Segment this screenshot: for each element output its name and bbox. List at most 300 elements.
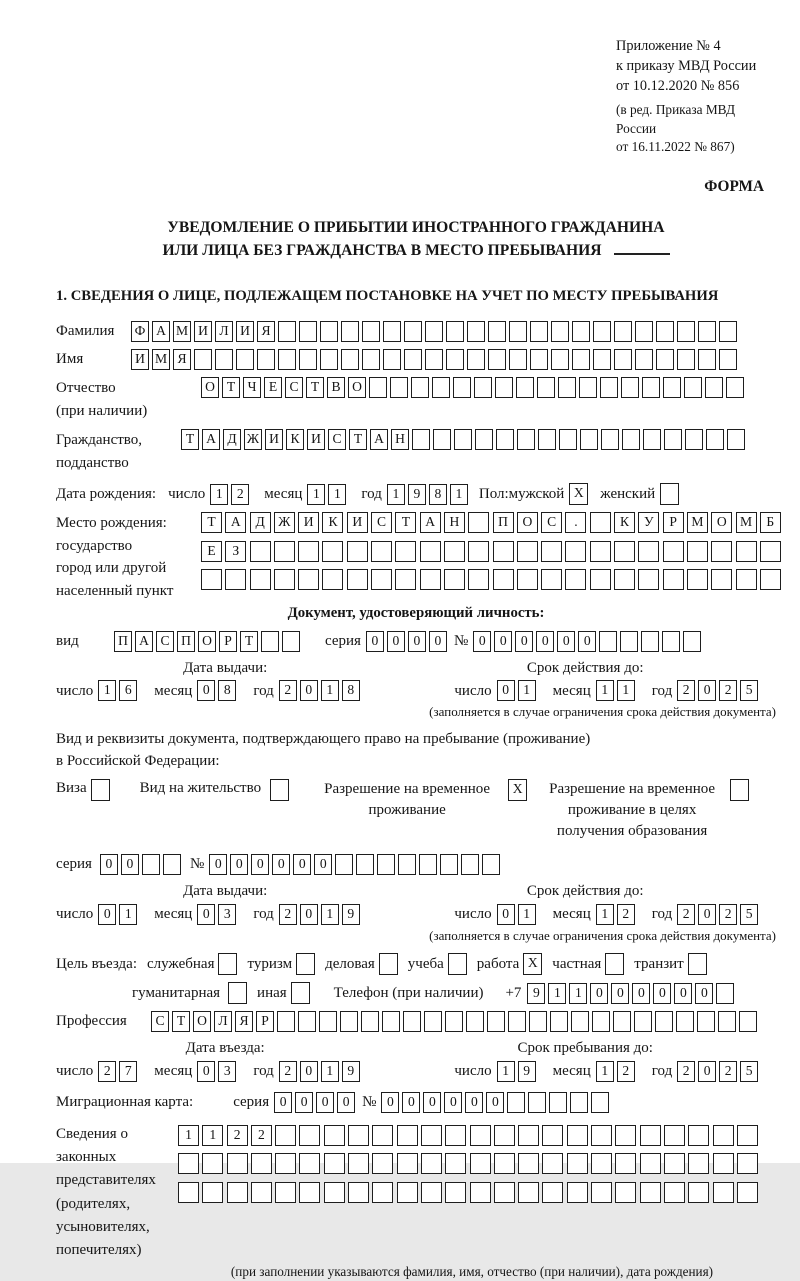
char-cell[interactable] bbox=[508, 1011, 526, 1032]
char-cell[interactable]: Р bbox=[219, 631, 237, 652]
char-cell[interactable]: И bbox=[307, 429, 325, 450]
char-cell[interactable] bbox=[320, 349, 338, 370]
char-cell[interactable]: 0 bbox=[316, 1092, 334, 1113]
char-cell[interactable]: 0 bbox=[465, 1092, 483, 1113]
char-cell[interactable]: П bbox=[177, 631, 195, 652]
char-cell[interactable]: 0 bbox=[408, 631, 426, 652]
char-cell[interactable] bbox=[371, 569, 392, 590]
char-cell[interactable] bbox=[542, 1153, 563, 1174]
char-cell[interactable] bbox=[615, 1153, 636, 1174]
char-cell[interactable]: 0 bbox=[698, 1061, 716, 1082]
char-cell[interactable]: С bbox=[156, 631, 174, 652]
char-cell[interactable] bbox=[404, 349, 422, 370]
char-cell[interactable] bbox=[347, 541, 368, 562]
char-cell[interactable]: 0 bbox=[536, 631, 554, 652]
char-cell[interactable]: X bbox=[523, 953, 542, 975]
char-cell[interactable]: П bbox=[493, 512, 514, 533]
char-cell[interactable] bbox=[274, 541, 295, 562]
char-cell[interactable]: И bbox=[194, 321, 212, 342]
char-cell[interactable]: 5 bbox=[740, 1061, 758, 1082]
char-cell[interactable] bbox=[296, 953, 315, 975]
char-cell[interactable] bbox=[614, 541, 635, 562]
char-cell[interactable] bbox=[683, 631, 701, 652]
char-cell[interactable] bbox=[320, 321, 338, 342]
char-cell[interactable] bbox=[685, 429, 703, 450]
char-cell[interactable]: З bbox=[225, 541, 246, 562]
char-cell[interactable] bbox=[215, 349, 233, 370]
char-cell[interactable] bbox=[163, 854, 181, 875]
char-cell[interactable]: К bbox=[322, 512, 343, 533]
char-cell[interactable] bbox=[470, 1125, 491, 1146]
char-cell[interactable] bbox=[475, 429, 493, 450]
char-cell[interactable] bbox=[580, 429, 598, 450]
char-cell[interactable] bbox=[298, 541, 319, 562]
char-cell[interactable]: 2 bbox=[719, 904, 737, 925]
char-cell[interactable]: 2 bbox=[677, 904, 695, 925]
char-cell[interactable]: 0 bbox=[300, 1061, 318, 1082]
char-cell[interactable]: 0 bbox=[300, 904, 318, 925]
char-cell[interactable]: 0 bbox=[486, 1092, 504, 1113]
char-cell[interactable] bbox=[493, 541, 514, 562]
char-cell[interactable]: А bbox=[202, 429, 220, 450]
char-cell[interactable]: 0 bbox=[197, 680, 215, 701]
char-cell[interactable] bbox=[614, 349, 632, 370]
char-cell[interactable]: 0 bbox=[473, 631, 491, 652]
char-cell[interactable] bbox=[590, 512, 611, 533]
char-cell[interactable] bbox=[736, 569, 757, 590]
char-cell[interactable]: Я bbox=[173, 349, 191, 370]
char-cell[interactable] bbox=[551, 321, 569, 342]
char-cell[interactable] bbox=[361, 1011, 379, 1032]
char-cell[interactable] bbox=[403, 1011, 421, 1032]
char-cell[interactable] bbox=[227, 1182, 248, 1203]
char-cell[interactable] bbox=[404, 321, 422, 342]
char-cell[interactable]: О bbox=[711, 512, 732, 533]
char-cell[interactable]: С bbox=[151, 1011, 169, 1032]
char-cell[interactable] bbox=[664, 1182, 685, 1203]
char-cell[interactable]: 0 bbox=[429, 631, 447, 652]
char-cell[interactable] bbox=[445, 1011, 463, 1032]
char-cell[interactable] bbox=[340, 1011, 358, 1032]
char-cell[interactable] bbox=[719, 349, 737, 370]
char-cell[interactable] bbox=[275, 1153, 296, 1174]
char-cell[interactable] bbox=[538, 429, 556, 450]
char-cell[interactable]: . bbox=[565, 512, 586, 533]
char-cell[interactable] bbox=[299, 349, 317, 370]
char-cell[interactable] bbox=[379, 953, 398, 975]
char-cell[interactable]: Е bbox=[264, 377, 282, 398]
char-cell[interactable]: 3 bbox=[218, 1061, 236, 1082]
char-cell[interactable] bbox=[398, 854, 416, 875]
char-cell[interactable] bbox=[444, 541, 465, 562]
char-cell[interactable] bbox=[420, 569, 441, 590]
char-cell[interactable] bbox=[250, 569, 271, 590]
char-cell[interactable]: 2 bbox=[617, 904, 635, 925]
char-cell[interactable]: Д bbox=[250, 512, 271, 533]
char-cell[interactable]: 2 bbox=[677, 1061, 695, 1082]
char-cell[interactable] bbox=[433, 429, 451, 450]
char-cell[interactable]: Т bbox=[181, 429, 199, 450]
char-cell[interactable]: 1 bbox=[596, 904, 614, 925]
char-cell[interactable] bbox=[677, 321, 695, 342]
char-cell[interactable] bbox=[713, 1153, 734, 1174]
char-cell[interactable] bbox=[622, 429, 640, 450]
char-cell[interactable]: 0 bbox=[197, 1061, 215, 1082]
char-cell[interactable] bbox=[737, 1153, 758, 1174]
char-cell[interactable] bbox=[468, 541, 489, 562]
char-cell[interactable]: 1 bbox=[596, 680, 614, 701]
char-cell[interactable]: И bbox=[298, 512, 319, 533]
char-cell[interactable] bbox=[760, 569, 781, 590]
char-cell[interactable]: 2 bbox=[719, 680, 737, 701]
char-cell[interactable] bbox=[142, 854, 160, 875]
char-cell[interactable]: О bbox=[348, 377, 366, 398]
char-cell[interactable] bbox=[324, 1153, 345, 1174]
char-cell[interactable] bbox=[335, 854, 353, 875]
char-cell[interactable]: 8 bbox=[218, 680, 236, 701]
char-cell[interactable] bbox=[591, 1092, 609, 1113]
char-cell[interactable] bbox=[620, 631, 638, 652]
char-cell[interactable]: 2 bbox=[279, 680, 297, 701]
char-cell[interactable] bbox=[558, 377, 576, 398]
char-cell[interactable] bbox=[687, 569, 708, 590]
char-cell[interactable] bbox=[282, 631, 300, 652]
char-cell[interactable]: Я bbox=[235, 1011, 253, 1032]
char-cell[interactable] bbox=[275, 1125, 296, 1146]
char-cell[interactable] bbox=[528, 1092, 546, 1113]
char-cell[interactable] bbox=[488, 349, 506, 370]
char-cell[interactable] bbox=[395, 569, 416, 590]
char-cell[interactable] bbox=[684, 377, 702, 398]
char-cell[interactable]: 1 bbox=[321, 1061, 339, 1082]
char-cell[interactable]: Т bbox=[240, 631, 258, 652]
char-cell[interactable]: 0 bbox=[695, 983, 713, 1004]
char-cell[interactable]: X bbox=[508, 779, 527, 801]
char-cell[interactable] bbox=[488, 321, 506, 342]
char-cell[interactable]: Л bbox=[214, 1011, 232, 1032]
char-cell[interactable] bbox=[643, 429, 661, 450]
char-cell[interactable] bbox=[424, 1011, 442, 1032]
char-cell[interactable] bbox=[542, 1182, 563, 1203]
char-cell[interactable]: 0 bbox=[293, 854, 311, 875]
char-cell[interactable]: 0 bbox=[557, 631, 575, 652]
char-cell[interactable] bbox=[726, 377, 744, 398]
char-cell[interactable]: 2 bbox=[617, 1061, 635, 1082]
char-cell[interactable] bbox=[593, 321, 611, 342]
char-cell[interactable] bbox=[468, 512, 489, 533]
char-cell[interactable]: Я bbox=[257, 321, 275, 342]
char-cell[interactable] bbox=[621, 377, 639, 398]
char-cell[interactable] bbox=[202, 1153, 223, 1174]
char-cell[interactable] bbox=[634, 1011, 652, 1032]
char-cell[interactable] bbox=[727, 429, 745, 450]
char-cell[interactable]: 0 bbox=[121, 854, 139, 875]
char-cell[interactable] bbox=[348, 1125, 369, 1146]
char-cell[interactable] bbox=[236, 349, 254, 370]
char-cell[interactable] bbox=[688, 1182, 709, 1203]
char-cell[interactable] bbox=[298, 569, 319, 590]
char-cell[interactable] bbox=[660, 483, 679, 505]
char-cell[interactable] bbox=[397, 1125, 418, 1146]
char-cell[interactable] bbox=[201, 569, 222, 590]
char-cell[interactable] bbox=[347, 569, 368, 590]
char-cell[interactable] bbox=[737, 1125, 758, 1146]
char-cell[interactable] bbox=[467, 321, 485, 342]
char-cell[interactable] bbox=[567, 1125, 588, 1146]
char-cell[interactable] bbox=[425, 349, 443, 370]
char-cell[interactable] bbox=[599, 631, 617, 652]
char-cell[interactable]: 0 bbox=[274, 1092, 292, 1113]
char-cell[interactable]: И bbox=[131, 349, 149, 370]
char-cell[interactable]: 8 bbox=[342, 680, 360, 701]
char-cell[interactable] bbox=[688, 1153, 709, 1174]
char-cell[interactable] bbox=[324, 1182, 345, 1203]
char-cell[interactable] bbox=[516, 377, 534, 398]
char-cell[interactable] bbox=[591, 1153, 612, 1174]
char-cell[interactable]: 1 bbox=[518, 904, 536, 925]
char-cell[interactable] bbox=[565, 569, 586, 590]
char-cell[interactable]: Р bbox=[256, 1011, 274, 1032]
char-cell[interactable] bbox=[711, 541, 732, 562]
char-cell[interactable]: 1 bbox=[178, 1125, 199, 1146]
char-cell[interactable]: Л bbox=[215, 321, 233, 342]
char-cell[interactable] bbox=[377, 854, 395, 875]
char-cell[interactable] bbox=[590, 541, 611, 562]
char-cell[interactable] bbox=[421, 1125, 442, 1146]
char-cell[interactable] bbox=[530, 321, 548, 342]
char-cell[interactable]: С bbox=[541, 512, 562, 533]
char-cell[interactable]: 0 bbox=[423, 1092, 441, 1113]
char-cell[interactable]: Н bbox=[391, 429, 409, 450]
char-cell[interactable] bbox=[641, 631, 659, 652]
char-cell[interactable] bbox=[656, 321, 674, 342]
char-cell[interactable] bbox=[362, 349, 380, 370]
char-cell[interactable]: 0 bbox=[98, 904, 116, 925]
char-cell[interactable]: Т bbox=[172, 1011, 190, 1032]
char-cell[interactable] bbox=[324, 1125, 345, 1146]
char-cell[interactable] bbox=[656, 349, 674, 370]
char-cell[interactable]: 2 bbox=[677, 680, 695, 701]
char-cell[interactable] bbox=[567, 1153, 588, 1174]
char-cell[interactable]: 1 bbox=[119, 904, 137, 925]
char-cell[interactable] bbox=[356, 854, 374, 875]
char-cell[interactable] bbox=[541, 569, 562, 590]
char-cell[interactable]: 0 bbox=[272, 854, 290, 875]
char-cell[interactable] bbox=[383, 349, 401, 370]
char-cell[interactable] bbox=[635, 349, 653, 370]
char-cell[interactable]: 0 bbox=[611, 983, 629, 1004]
char-cell[interactable]: Б bbox=[760, 512, 781, 533]
char-cell[interactable]: Т bbox=[306, 377, 324, 398]
char-cell[interactable]: 1 bbox=[569, 983, 587, 1004]
char-cell[interactable] bbox=[227, 1153, 248, 1174]
char-cell[interactable]: И bbox=[347, 512, 368, 533]
char-cell[interactable] bbox=[640, 1182, 661, 1203]
char-cell[interactable] bbox=[698, 321, 716, 342]
char-cell[interactable] bbox=[397, 1182, 418, 1203]
char-cell[interactable] bbox=[518, 1153, 539, 1174]
char-cell[interactable]: 7 bbox=[119, 1061, 137, 1082]
char-cell[interactable] bbox=[482, 854, 500, 875]
char-cell[interactable] bbox=[688, 1125, 709, 1146]
char-cell[interactable] bbox=[688, 953, 707, 975]
char-cell[interactable]: 6 bbox=[119, 680, 137, 701]
char-cell[interactable] bbox=[372, 1125, 393, 1146]
char-cell[interactable] bbox=[613, 1011, 631, 1032]
char-cell[interactable]: 2 bbox=[719, 1061, 737, 1082]
char-cell[interactable]: Д bbox=[223, 429, 241, 450]
char-cell[interactable] bbox=[677, 349, 695, 370]
char-cell[interactable] bbox=[270, 779, 289, 801]
char-cell[interactable]: 9 bbox=[518, 1061, 536, 1082]
char-cell[interactable] bbox=[496, 429, 514, 450]
char-cell[interactable] bbox=[640, 1125, 661, 1146]
char-cell[interactable] bbox=[638, 569, 659, 590]
char-cell[interactable] bbox=[390, 377, 408, 398]
char-cell[interactable]: 1 bbox=[321, 680, 339, 701]
char-cell[interactable] bbox=[640, 1153, 661, 1174]
char-cell[interactable] bbox=[397, 1153, 418, 1174]
char-cell[interactable] bbox=[446, 349, 464, 370]
char-cell[interactable] bbox=[448, 953, 467, 975]
char-cell[interactable] bbox=[698, 349, 716, 370]
char-cell[interactable] bbox=[250, 541, 271, 562]
char-cell[interactable]: 0 bbox=[632, 983, 650, 1004]
char-cell[interactable]: 1 bbox=[210, 484, 228, 505]
char-cell[interactable]: Р bbox=[663, 512, 684, 533]
char-cell[interactable]: Е bbox=[201, 541, 222, 562]
char-cell[interactable] bbox=[572, 349, 590, 370]
char-cell[interactable] bbox=[551, 349, 569, 370]
char-cell[interactable]: 1 bbox=[497, 1061, 515, 1082]
char-cell[interactable] bbox=[474, 377, 492, 398]
char-cell[interactable]: Ж bbox=[244, 429, 262, 450]
char-cell[interactable]: И bbox=[265, 429, 283, 450]
char-cell[interactable] bbox=[468, 569, 489, 590]
char-cell[interactable]: А bbox=[135, 631, 153, 652]
char-cell[interactable]: 1 bbox=[617, 680, 635, 701]
char-cell[interactable]: С bbox=[285, 377, 303, 398]
char-cell[interactable] bbox=[662, 631, 680, 652]
char-cell[interactable]: 0 bbox=[515, 631, 533, 652]
char-cell[interactable]: 1 bbox=[328, 484, 346, 505]
char-cell[interactable] bbox=[518, 1182, 539, 1203]
char-cell[interactable]: 0 bbox=[497, 680, 515, 701]
char-cell[interactable] bbox=[687, 541, 708, 562]
char-cell[interactable] bbox=[509, 349, 527, 370]
char-cell[interactable] bbox=[635, 321, 653, 342]
char-cell[interactable]: 0 bbox=[381, 1092, 399, 1113]
char-cell[interactable]: 0 bbox=[230, 854, 248, 875]
char-cell[interactable] bbox=[202, 1182, 223, 1203]
char-cell[interactable] bbox=[251, 1153, 272, 1174]
char-cell[interactable] bbox=[705, 377, 723, 398]
char-cell[interactable] bbox=[493, 569, 514, 590]
char-cell[interactable] bbox=[736, 541, 757, 562]
char-cell[interactable]: 2 bbox=[279, 904, 297, 925]
char-cell[interactable] bbox=[664, 429, 682, 450]
char-cell[interactable] bbox=[440, 854, 458, 875]
char-cell[interactable]: 9 bbox=[527, 983, 545, 1004]
char-cell[interactable] bbox=[454, 429, 472, 450]
char-cell[interactable]: 3 bbox=[218, 904, 236, 925]
char-cell[interactable] bbox=[737, 1182, 758, 1203]
char-cell[interactable]: А bbox=[370, 429, 388, 450]
char-cell[interactable]: 0 bbox=[590, 983, 608, 1004]
char-cell[interactable]: 5 bbox=[740, 904, 758, 925]
char-cell[interactable] bbox=[730, 779, 749, 801]
char-cell[interactable] bbox=[348, 1182, 369, 1203]
char-cell[interactable] bbox=[517, 569, 538, 590]
char-cell[interactable] bbox=[348, 1153, 369, 1174]
char-cell[interactable]: 2 bbox=[279, 1061, 297, 1082]
char-cell[interactable]: 2 bbox=[98, 1061, 116, 1082]
char-cell[interactable] bbox=[225, 569, 246, 590]
char-cell[interactable]: 1 bbox=[548, 983, 566, 1004]
char-cell[interactable]: 2 bbox=[251, 1125, 272, 1146]
char-cell[interactable] bbox=[570, 1092, 588, 1113]
char-cell[interactable] bbox=[590, 569, 611, 590]
char-cell[interactable]: 0 bbox=[251, 854, 269, 875]
char-cell[interactable] bbox=[615, 1125, 636, 1146]
char-cell[interactable] bbox=[453, 377, 471, 398]
char-cell[interactable] bbox=[614, 321, 632, 342]
char-cell[interactable]: 0 bbox=[100, 854, 118, 875]
char-cell[interactable] bbox=[615, 1182, 636, 1203]
char-cell[interactable] bbox=[614, 569, 635, 590]
char-cell[interactable]: А bbox=[225, 512, 246, 533]
char-cell[interactable] bbox=[697, 1011, 715, 1032]
char-cell[interactable]: X bbox=[569, 483, 588, 505]
char-cell[interactable]: Т bbox=[201, 512, 222, 533]
char-cell[interactable] bbox=[341, 349, 359, 370]
char-cell[interactable] bbox=[228, 982, 247, 1004]
char-cell[interactable]: 0 bbox=[337, 1092, 355, 1113]
char-cell[interactable]: 2 bbox=[231, 484, 249, 505]
char-cell[interactable] bbox=[579, 377, 597, 398]
char-cell[interactable] bbox=[322, 541, 343, 562]
char-cell[interactable] bbox=[470, 1153, 491, 1174]
char-cell[interactable]: М bbox=[173, 321, 191, 342]
char-cell[interactable] bbox=[372, 1182, 393, 1203]
char-cell[interactable] bbox=[565, 541, 586, 562]
char-cell[interactable] bbox=[663, 569, 684, 590]
char-cell[interactable] bbox=[713, 1182, 734, 1203]
char-cell[interactable]: 1 bbox=[202, 1125, 223, 1146]
char-cell[interactable]: М bbox=[687, 512, 708, 533]
char-cell[interactable] bbox=[319, 1011, 337, 1032]
char-cell[interactable] bbox=[664, 1125, 685, 1146]
char-cell[interactable] bbox=[412, 429, 430, 450]
char-cell[interactable] bbox=[655, 1011, 673, 1032]
char-cell[interactable] bbox=[537, 377, 555, 398]
char-cell[interactable] bbox=[739, 1011, 757, 1032]
char-cell[interactable] bbox=[369, 377, 387, 398]
char-cell[interactable]: П bbox=[114, 631, 132, 652]
char-cell[interactable] bbox=[542, 1125, 563, 1146]
char-cell[interactable]: 1 bbox=[321, 904, 339, 925]
char-cell[interactable] bbox=[446, 321, 464, 342]
char-cell[interactable] bbox=[251, 1182, 272, 1203]
char-cell[interactable] bbox=[600, 377, 618, 398]
char-cell[interactable] bbox=[718, 1011, 736, 1032]
char-cell[interactable] bbox=[509, 321, 527, 342]
char-cell[interactable] bbox=[278, 349, 296, 370]
char-cell[interactable]: 0 bbox=[366, 631, 384, 652]
char-cell[interactable] bbox=[445, 1153, 466, 1174]
char-cell[interactable] bbox=[572, 321, 590, 342]
char-cell[interactable]: 1 bbox=[387, 484, 405, 505]
